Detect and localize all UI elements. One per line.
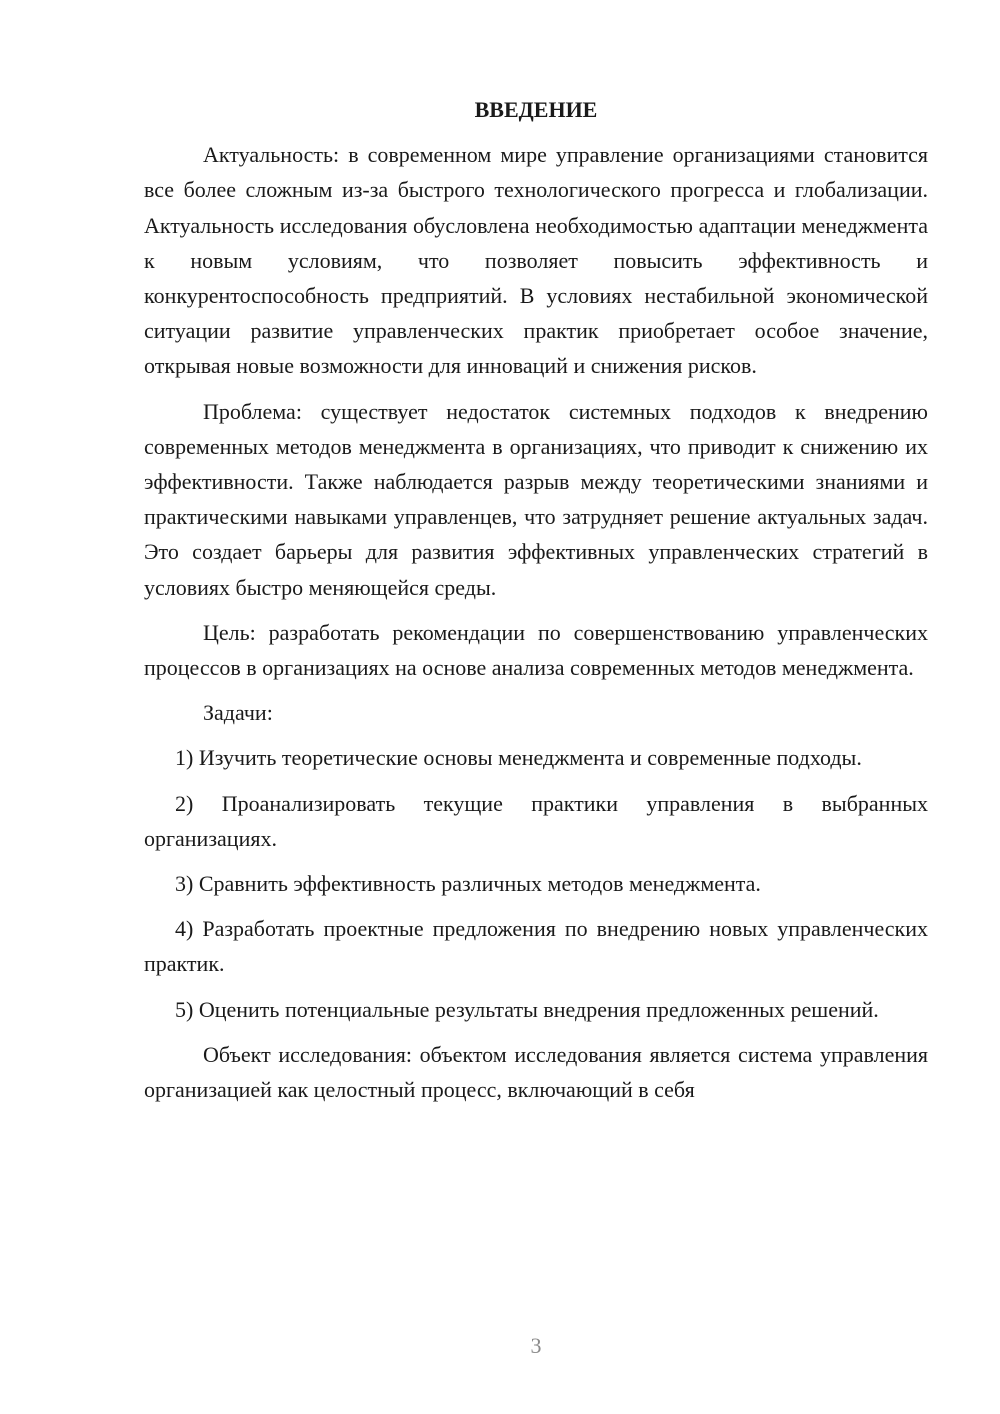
page-content (144, 92, 928, 1117)
problem-paragraph: Проблема: существует недостаток системных подходов к внедрению современных методов менеджмента в организациях, что приводит к снижению их эффективности. Также наблюдается разрыв между теоретическими знаниями и практическими навыками управленцев, что затрудняет решение актуальных задач. Это создает барьеры для развития эффективных управленческих стратегий в условиях быстро меняющейся среды. (144, 398, 928, 600)
object-paragraph: Объект исследования: объектом исследования является система управления организацией как целостный процесс, включающий в себя (144, 1041, 928, 1103)
task-item-4: 4) Разработать проектные предложения по внедрению новых управленческих практик. (144, 916, 928, 977)
task-item-3: 3) Сравнить эффективность различных методов менеджмента. (175, 871, 761, 897)
goal-paragraph: Цель: разработать рекомендации по совершенствованию управленческих процессов в организациях на основе анализа современных методов менеджмента. (144, 619, 928, 681)
relevance-paragraph: Актуальность: в современном мире управление организациями становится все более сложным из-за быстрого технологического прогресса и глобализации. Актуальность исследования обусловлена необходимостью адаптации менеджмента к новым условиям, что позволяет повысить эффективность и конкурентоспособность предприятий. В условиях нестабильной экономической ситуации развитие управленческих практик приобретает особое значение, открывая новые возможности для инноваций и снижения рисков. (144, 142, 928, 379)
task-item-5: 5) Оценить потенциальные результаты внедрения предложенных решений. (175, 996, 879, 1022)
section-heading: ВВЕДЕНИЕ (474, 97, 598, 122)
task-item-1: 1) Изучить теоретические основы менеджмента и современные подходы. (175, 745, 862, 771)
task-item-2: 2) Проанализировать текущие практики управления в выбранных организациях. (144, 790, 928, 851)
tasks-label: Задачи: (203, 700, 273, 726)
page-number: 3 (530, 1333, 542, 1358)
